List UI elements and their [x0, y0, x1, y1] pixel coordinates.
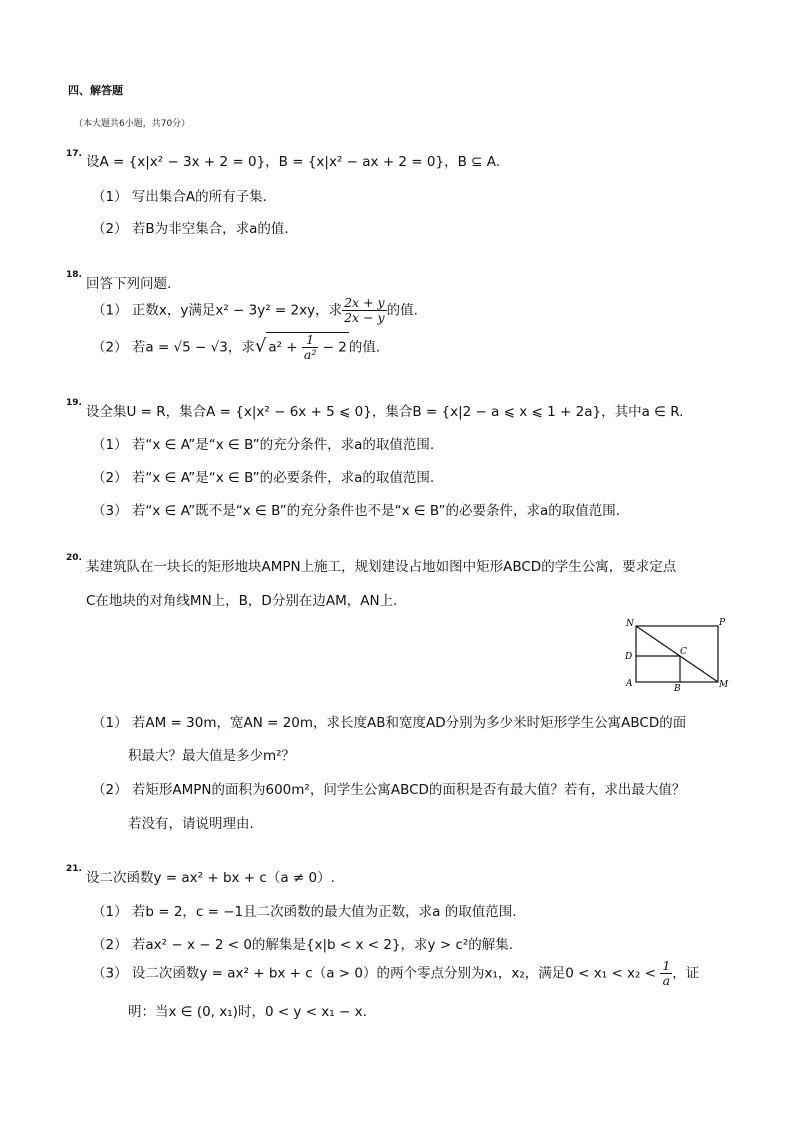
sub-question-1: （1） 若AM = 30m，宽AN = 20m，求长度AB和宽度AD分别为多少米时矩形学生公寓ABCD的面 [92, 715, 687, 731]
sub-question-3 [92, 959, 699, 988]
sub-question-3-continued: 明：当x ∈ (0, x₁)时，0 < y < x₁ − x. [128, 1004, 367, 1020]
section-title: 四、解答题 [68, 84, 123, 97]
sub-question-2 [92, 332, 380, 362]
question-number: 18. [66, 270, 82, 280]
radical-sign: √ [254, 335, 267, 357]
question-number: 20. [66, 553, 82, 563]
sub-question-text: （2） 若a = √5 − √3，求 [92, 339, 255, 356]
sub-question-3: （3） 若“x ∈ A”既不是“x ∈ B”的充分条件也不是“x ∈ B”的必要条件，求a的取值范围. [92, 503, 621, 519]
rectangle-figure [622, 617, 732, 692]
question-number: 19. [66, 398, 82, 408]
sub-question-2: （2） 若ax² − x − 2 < 0的解集是{x|b < x < 2}，求y > c²的解集. [92, 937, 514, 953]
sub-question-2: （2） 若B为非空集合，求a的值. [92, 221, 289, 237]
label-n: N [626, 619, 634, 629]
question-stem: 设全集U = R，集合A = {x|x² − 6x + 5 ⩽ 0}，集合B = {x|2 − a ⩽ x ⩽ 1 + 2a}，其中a ∈ R. [86, 404, 684, 420]
question-number: 17. [66, 149, 82, 159]
sub-question-2: （2） 若矩形AMPN的面积为600m²，问学生公寓ABCD的面积是否有最大值？若有，求出最大值？ [92, 782, 686, 798]
fraction: $\frac{1}{a}$ [662, 958, 671, 988]
question-stem: 回答下列问题. [86, 276, 172, 292]
question-stem: 设A = {x|x² − 3x + 2 = 0}，B = {x|x² − ax + 2 = 0}，B ⊆ A. [86, 154, 501, 170]
label-b: B [674, 684, 681, 692]
question-stem: 某建筑队在一块长的矩形地块AMPN上施工，规划建设占地如图中矩形ABCD的学生公寓，要求定点 [86, 559, 677, 575]
radicand: a² + $\frac{1}{\text{a²}}$ − 2 [268, 332, 347, 362]
question-number: 21. [66, 864, 82, 874]
sub-question-1: （1） 写出集合A的所有子集. [92, 189, 267, 205]
sub-question-2: （2） 若“x ∈ A”是“x ∈ B”的必要条件，求a的取值范围. [92, 470, 435, 486]
sub-question-text: 的值. [348, 339, 381, 356]
sub-question-text: （3） 设二次函数y = ax² + bx + c（a > 0）的两个零点分别为x₁，x₂，满足0 < x₁ < x₂ < [92, 965, 661, 982]
question-stem: 设二次函数y = ax² + bx + c（a ≠ 0）. [86, 870, 335, 886]
sub-question-1 [92, 296, 418, 325]
label-d: D [625, 652, 633, 662]
sub-question-text: ，证 [672, 965, 700, 982]
sub-question-1-continued: 积最大？最大值是多少m²？ [128, 748, 296, 764]
fraction: $\frac{2x + y}{2x - y}$ [344, 295, 385, 325]
question-stem-continued: C在地块的对角线MN上，B，D分别在边AM，AN上. [86, 593, 398, 609]
sub-question-text: 的值. [386, 302, 418, 319]
section-subtitle: （本大题共6小题，共70分） [74, 119, 191, 129]
sub-question-1: （1） 若“x ∈ A”是“x ∈ B”的充分条件，求a的取值范围. [92, 437, 435, 453]
label-p: P [719, 618, 726, 628]
sub-question-text: （1） 正数x，y满足x² − 3y² = 2xy，求 [92, 302, 343, 319]
sub-question-2-continued: 若没有，请说明理由. [128, 816, 254, 832]
label-m: M [719, 680, 729, 690]
sub-question-1: （1） 若b = 2，c = −1且二次函数的最大值为正数，求a 的取值范围. [92, 904, 517, 920]
label-a: A [626, 679, 633, 689]
label-c: C [680, 647, 687, 657]
